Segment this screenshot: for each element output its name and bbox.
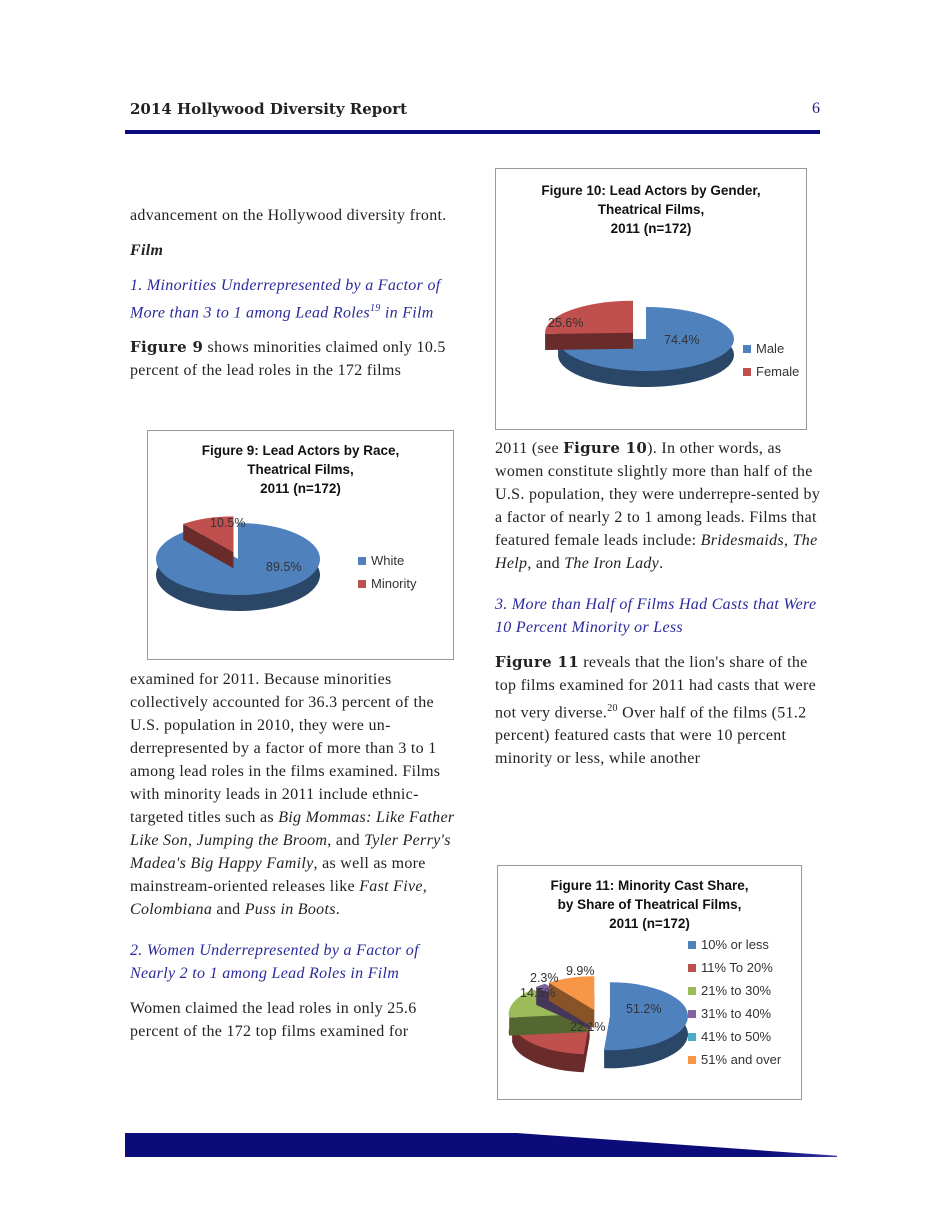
- film-title: Jumping the Broom: [196, 832, 328, 849]
- chart-title-line: Figure 9: Lead Actors by Race,: [201, 443, 400, 458]
- right-column: [495, 437, 830, 782]
- text: .: [659, 555, 664, 572]
- data-label: 74.4%: [664, 333, 700, 347]
- text: ,: [422, 878, 428, 895]
- paragraph: [130, 336, 465, 382]
- text: shows minorities claimed only 10.5 percent of the lead roles in the 172 films: [130, 339, 446, 380]
- pie-chart: [148, 431, 453, 659]
- legend-label: 51% and over: [701, 1052, 782, 1067]
- film-title: The Help: [495, 532, 818, 572]
- legend-swatch: [688, 1033, 696, 1041]
- text: 2011 (see: [495, 440, 564, 457]
- chart-legend: [688, 933, 781, 1071]
- paragraph: [495, 437, 830, 575]
- subheading-3: 3. More than Half of Films Had Casts that Were 10 Percent Minority or Less: [495, 596, 817, 636]
- paragraph: [130, 668, 465, 921]
- chart-title-line: Figure 11: Minority Cast Share,: [550, 878, 749, 893]
- data-label: 51.2%: [626, 1002, 662, 1016]
- figure-ref: Figure 9: [130, 338, 204, 357]
- text: .: [335, 901, 341, 918]
- film-title: Fast Five: [359, 878, 423, 895]
- paragraph: Women claimed the lead roles in only 25.6 percent of the 172 top films examined for: [130, 1000, 417, 1040]
- chart-title-line: 2011 (n=172): [610, 221, 692, 236]
- legend-item: [743, 360, 799, 383]
- legend-item: [688, 956, 781, 979]
- legend-label: White: [371, 553, 405, 568]
- data-label: 22.1%: [570, 1020, 606, 1034]
- header-rule: [125, 130, 820, 134]
- figure-10-chart: [495, 168, 807, 430]
- text: examined for 2011. Because minorities collectively accounted for 36.3 percent of the U.S. population in 2010, they were un-derrepresented by a factor of more than 3 to 1 among lead roles in the films examined. Films with minority leads in 2011 include ethnic-targeted titles such as: [130, 671, 441, 826]
- data-label: 9.9%: [566, 964, 595, 978]
- subheading-2: 2. Women Underrepresented by a Factor of Nearly 2 to 1 among Lead Roles in Film: [130, 942, 419, 982]
- left-column: [130, 204, 465, 394]
- legend-label: 11% To 20%: [701, 960, 773, 975]
- text: ,: [187, 832, 197, 849]
- legend-item: [358, 549, 417, 572]
- heading-text: in Film: [380, 304, 434, 322]
- chart-title-line: by Share of Theatrical Films,: [557, 897, 742, 912]
- footnote-ref: 19: [369, 303, 381, 314]
- film-title: The Iron Lady: [564, 555, 660, 572]
- legend-swatch: [688, 987, 696, 995]
- chart-title-line: 2011 (n=172): [260, 481, 341, 496]
- data-label: 2.3%: [530, 971, 559, 985]
- legend-label: 21% to 30%: [701, 983, 772, 998]
- chart-legend: [358, 549, 417, 595]
- pie-slice-white: [156, 523, 320, 595]
- legend-item: [688, 1002, 781, 1025]
- chart-title-line: Figure 10: Lead Actors by Gender,: [541, 183, 761, 198]
- chart-title-line: Theatrical Films,: [247, 462, 354, 477]
- film-title: Bridesmaids: [700, 532, 784, 549]
- text: and: [212, 901, 245, 918]
- chart-legend: [743, 337, 799, 383]
- legend-item: [688, 979, 781, 1002]
- footer-bar: [125, 1133, 837, 1157]
- film-title: Colombiana: [130, 901, 213, 918]
- film-title: Tyler Perry's Madea's Big Happy Family: [130, 832, 451, 872]
- figure-ref: Figure 10: [563, 439, 648, 457]
- figure-11-chart: [497, 865, 802, 1100]
- chart-title-line: 2011 (n=172): [609, 916, 690, 931]
- legend-swatch: [358, 580, 366, 588]
- text: reveals that the lion's share of the top films examined for 2011 had casts that were not very diverse.: [495, 654, 816, 722]
- legend-label: Female: [756, 364, 800, 379]
- paragraph: advancement on the Hollywood diversity front.: [130, 207, 447, 224]
- legend-label: 31% to 40%: [701, 1006, 772, 1021]
- film-title: Puss in Boots: [244, 901, 336, 918]
- page-number: 6: [812, 100, 820, 117]
- text: , and: [527, 555, 565, 572]
- data-label: 10.5%: [210, 516, 246, 530]
- legend-swatch: [743, 368, 751, 376]
- left-column-lower: [130, 668, 465, 1055]
- report-title: 2014 Hollywood Diversity Report: [130, 100, 408, 118]
- figure-ref: Figure 11: [495, 653, 579, 671]
- legend-item: [743, 337, 799, 360]
- legend-item: [688, 933, 781, 956]
- text: ). In other words, as women constitute slightly more than half of the U.S. population, they were underrepre-sented by a factor of nearly 2 to 1 among leads. Films that featured female leads include:: [495, 440, 821, 549]
- legend-swatch: [358, 557, 366, 565]
- legend-label: 41% to 50%: [701, 1029, 772, 1044]
- legend-swatch: [688, 964, 696, 972]
- legend-label: Male: [756, 341, 785, 356]
- data-label: 89.5%: [266, 560, 302, 574]
- data-label: 14.5%: [520, 986, 556, 1000]
- legend-item: [358, 572, 417, 595]
- legend-label: 10% or less: [701, 937, 769, 952]
- figure-9-chart: [147, 430, 454, 660]
- text: , and: [327, 832, 365, 849]
- legend-swatch: [743, 345, 751, 353]
- text: Over half of the films (51.2 percent) featured casts that were 10 percent minority or less, while another: [495, 704, 807, 768]
- pie-chart: [496, 169, 806, 429]
- footnote-ref: 20: [607, 703, 618, 714]
- heading-text: 1. Minorities Underrepresented by a Factor of More than 3 to 1 among Lead Roles: [130, 277, 441, 322]
- text: ,: [783, 532, 793, 549]
- legend-swatch: [688, 1056, 696, 1064]
- chart-title-line: Theatrical Films,: [597, 202, 705, 217]
- paragraph: [495, 651, 830, 770]
- legend-swatch: [688, 1010, 696, 1018]
- text: , as well as more mainstream-oriented releases like: [130, 855, 426, 895]
- subheading-1: [130, 274, 465, 324]
- film-title: Big Mommas: Like Father Like Son: [130, 809, 455, 849]
- legend-item: [688, 1025, 781, 1048]
- legend-item: [688, 1048, 781, 1071]
- legend-swatch: [688, 941, 696, 949]
- data-label: 25.6%: [548, 316, 584, 330]
- section-heading: Film: [130, 242, 164, 259]
- legend-label: Minority: [371, 576, 417, 591]
